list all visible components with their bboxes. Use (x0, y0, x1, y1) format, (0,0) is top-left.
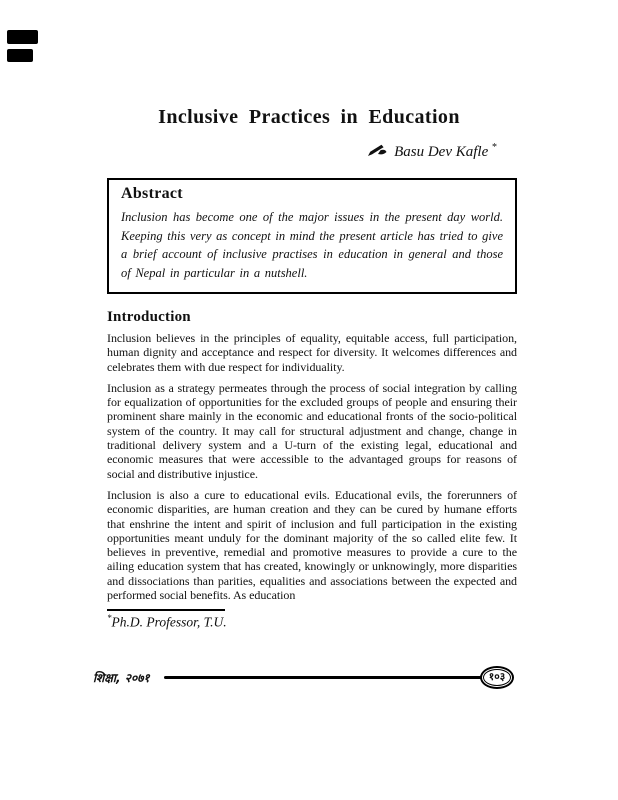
footnote-text (107, 613, 618, 631)
writing-hand-icon (367, 144, 387, 162)
footnote-label: Ph.D. Professor, T.U. (111, 614, 227, 630)
section-heading-introduction: Introduction (107, 309, 191, 325)
abstract-heading: Abstract (121, 185, 183, 202)
page-number: १०३ (488, 671, 506, 684)
abstract-text: Inclusion has become one of the major issues in the present day world. Keeping this very as concept in mind the present article has tried to give a brief account of inclusive practises in education in general and those of Nepal in particular in a nutshell. (121, 210, 503, 280)
page-title: Inclusive Practices in Education (158, 106, 460, 128)
footer-rule (164, 676, 482, 679)
scan-artifact-bar-top (7, 30, 38, 44)
body-paragraph: Inclusion believes in the principles of equality, equitable access, full participation, human dignity and acceptance and respect for diversity. It welcomes differences and celebrates them with due respect for individuality. (107, 331, 517, 374)
article-body (107, 309, 517, 602)
footnote-separator-rule (107, 609, 225, 611)
abstract-box (107, 178, 517, 294)
author-name: Basu Dev Kafle (394, 144, 489, 160)
journal-name-and-year: शिक्षा, २०७१ (93, 671, 150, 685)
body-paragraph: Inclusion as a strategy permeates through the process of social integration by calling for equalization of opportunities for the excluded groups of people and ensuring their prominent share mainly in the economic and educational fronts of the socio-political system of the country. It may call for structural adjustment and change, change in traditional delivery system and a U-turn of the existing legal, educational and economic measures that were accessible to the advantaged groups for reasons of social and distributive injustice. (107, 380, 517, 481)
page-footer (93, 666, 514, 689)
footnote-marker: * (107, 613, 112, 624)
page-number-badge (480, 666, 514, 689)
author-line (0, 142, 618, 162)
footnote (107, 609, 618, 631)
body-paragraph: Inclusion is also a cure to educational evils. Educational evils, the forerunners of economic disparities, are human creation and they can be cured by humane efforts that enshrine the intent and spirit of inclusion and full participation in the existing opportunities meant unduly for the dominant majority of the so called elite few. It believes in preventive, remedial and promotive measures to provide a cure to the ailing education system that has created, knowingly or unknowingly, more disparities and dissociations than parities, equalities and associations between the expected and performed social benefits. As education (107, 487, 517, 603)
author-footnote-marker: * (492, 142, 497, 153)
scan-artifact-bar-bottom (7, 49, 33, 62)
